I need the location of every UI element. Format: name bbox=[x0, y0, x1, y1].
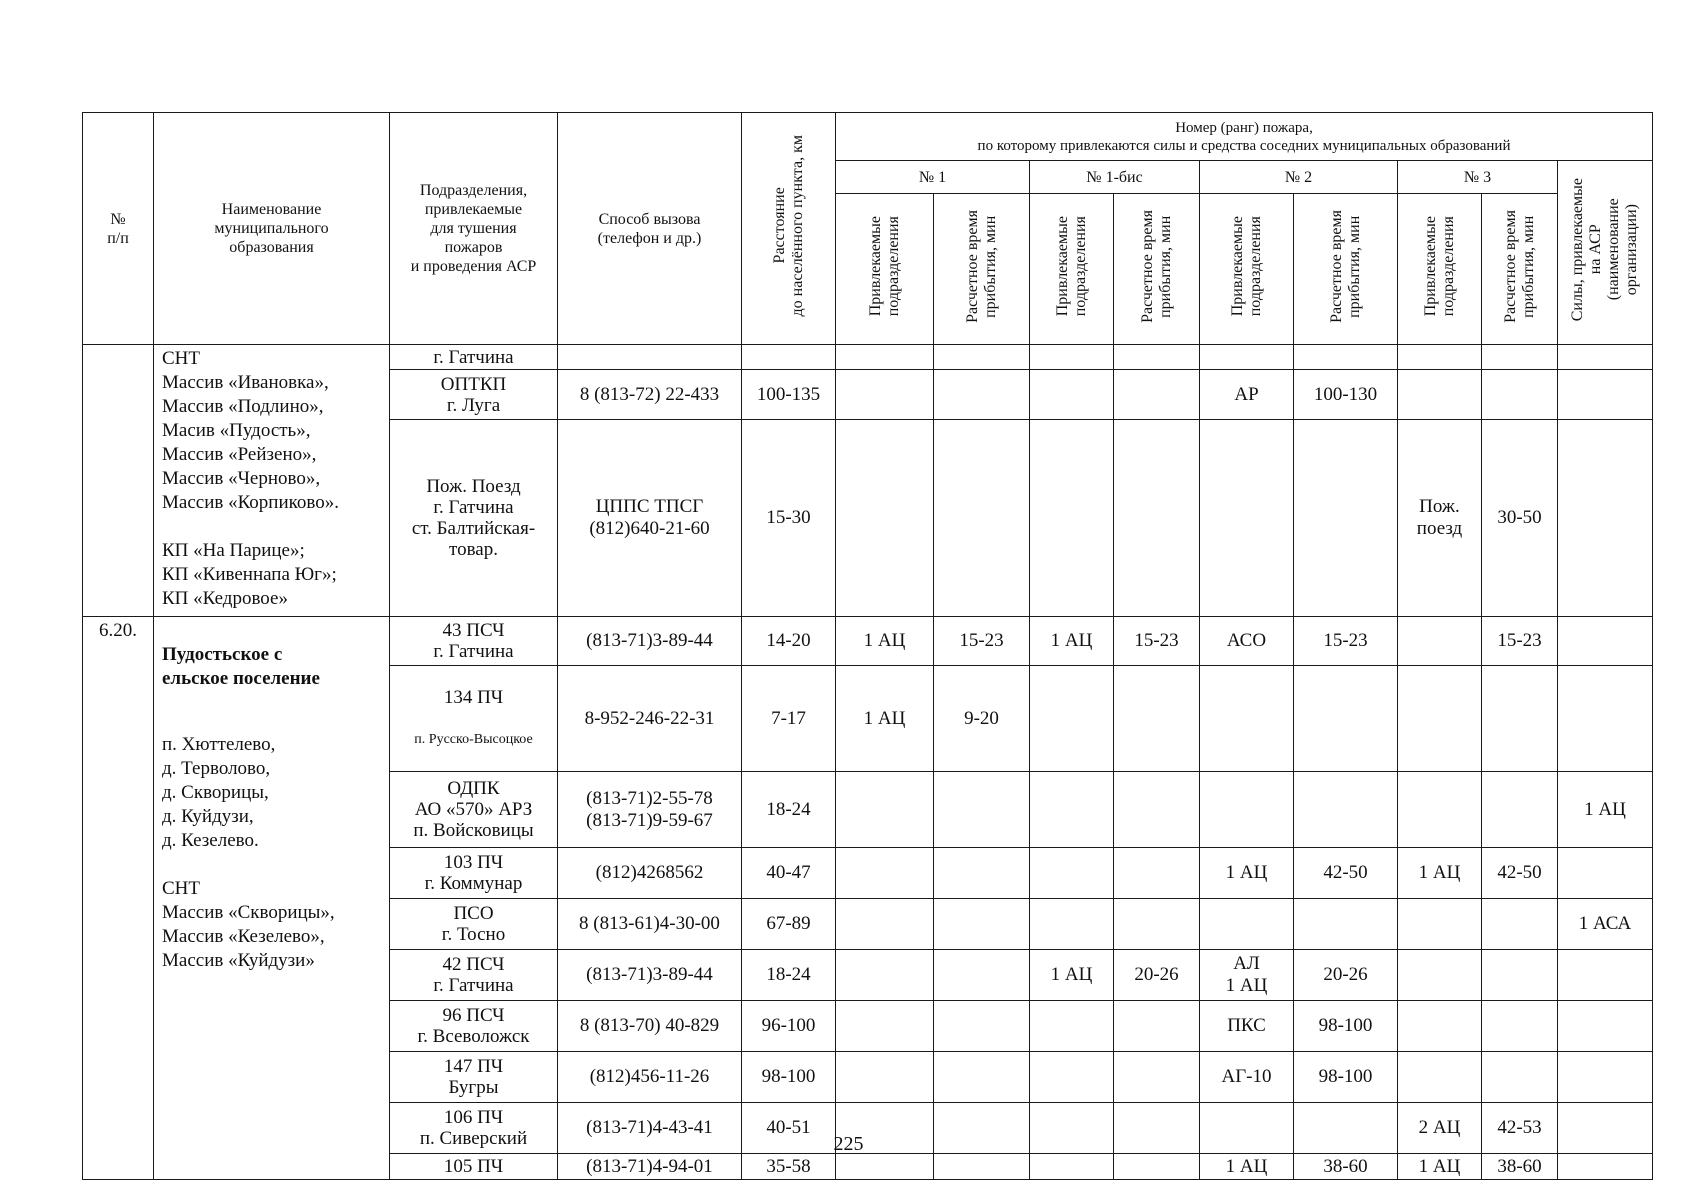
r1bis-time-cell bbox=[1114, 1001, 1200, 1052]
r3-time-cell bbox=[1482, 370, 1558, 420]
unit-cell: 105 ПЧ bbox=[390, 1154, 558, 1180]
r1bis-time-cell: 20-26 bbox=[1114, 950, 1200, 1001]
distance-cell: 67-89 bbox=[742, 899, 836, 950]
r1-unit-cell bbox=[836, 1001, 934, 1052]
r1bis-time-cell bbox=[1114, 420, 1200, 617]
section-6-20 bbox=[83, 617, 1653, 1180]
r3-unit-cell bbox=[1398, 1052, 1482, 1103]
r3-unit-cell: 2 АЦ bbox=[1398, 1103, 1482, 1154]
r1bis-time-cell: 15-23 bbox=[1114, 617, 1200, 666]
unit-cell: Пож. Поезд г. Гатчина ст. Балтийская- товар. bbox=[390, 420, 558, 617]
r3-time-cell bbox=[1482, 1052, 1558, 1103]
r1-time-cell bbox=[934, 420, 1030, 617]
r1bis-unit-cell bbox=[1030, 848, 1114, 899]
phone-cell: (813-71)3-89-44 bbox=[558, 617, 742, 666]
header-r1bis-time bbox=[1114, 194, 1200, 345]
asr-cell bbox=[1558, 617, 1653, 666]
r3-unit-cell bbox=[1398, 345, 1482, 370]
header-rank-3: № 3 bbox=[1398, 161, 1558, 194]
r1-unit-cell: 1 АЦ bbox=[836, 617, 934, 666]
r2-unit-cell: АР bbox=[1200, 370, 1294, 420]
header-r3-attracted-text: Привлекаемые подразделения bbox=[1421, 216, 1457, 317]
header-distance-text: Расстояние до населённого пункта, км bbox=[770, 135, 806, 317]
r1bis-unit-cell bbox=[1030, 772, 1114, 848]
r2-unit-cell bbox=[1200, 666, 1294, 772]
header-r1-attracted bbox=[836, 194, 934, 345]
distance-cell: 100-135 bbox=[742, 370, 836, 420]
asr-cell bbox=[1558, 1154, 1653, 1180]
r2-time-cell: 20-26 bbox=[1294, 950, 1398, 1001]
document-sheet bbox=[82, 112, 1653, 1180]
distance-cell: 40-47 bbox=[742, 848, 836, 899]
r1-unit-cell bbox=[836, 772, 934, 848]
header-r2-time bbox=[1294, 194, 1398, 345]
section-settlements: п. Хюттелево, д. Терволово, д. Скворицы, д. Куйдузи, д. Кезелево. СНТ Массив «Скворицы», Массив «Кезелево», Массив «Куйдузи» bbox=[162, 734, 335, 971]
r1-time-cell bbox=[934, 1154, 1030, 1180]
unit-cell: 42 ПСЧ г. Гатчина bbox=[390, 950, 558, 1001]
r3-time-cell: 38-60 bbox=[1482, 1154, 1558, 1180]
r3-time-cell: 42-53 bbox=[1482, 1103, 1558, 1154]
distance-cell: 96-100 bbox=[742, 1001, 836, 1052]
unit-cell: 96 ПСЧ г. Всеволожск bbox=[390, 1001, 558, 1052]
r1bis-unit-cell bbox=[1030, 666, 1114, 772]
r1-unit-cell bbox=[836, 370, 934, 420]
r3-time-cell bbox=[1482, 345, 1558, 370]
distance-cell: 98-100 bbox=[742, 1052, 836, 1103]
phone-cell: (813-71)2-55-78 (813-71)9-59-67 bbox=[558, 772, 742, 848]
unit-cell: 103 ПЧ г. Коммунар bbox=[390, 848, 558, 899]
top-block bbox=[83, 345, 1653, 617]
r2-unit-cell: ПКС bbox=[1200, 1001, 1294, 1052]
r2-unit-cell: АЛ 1 АЦ bbox=[1200, 950, 1294, 1001]
asr-cell bbox=[1558, 1052, 1653, 1103]
header-r3-time-text: Расчетное время прибытия, мин bbox=[1501, 210, 1537, 323]
section-name: Пудостьское с ельское поселение bbox=[162, 644, 320, 689]
r1bis-time-cell bbox=[1114, 345, 1200, 370]
r2-time-cell: 98-100 bbox=[1294, 1052, 1398, 1103]
r3-unit-cell bbox=[1398, 772, 1482, 848]
header-r1bis-attracted-text: Привлекаемые подразделения bbox=[1053, 216, 1089, 317]
r1-unit-cell bbox=[836, 899, 934, 950]
r2-time-cell bbox=[1294, 666, 1398, 772]
table-row bbox=[83, 345, 1653, 370]
r1-time-cell bbox=[934, 1052, 1030, 1103]
r2-time-cell: 38-60 bbox=[1294, 1154, 1398, 1180]
header-rank-1: № 1 bbox=[836, 161, 1030, 194]
unit-cell: г. Гатчина bbox=[390, 345, 558, 370]
r1bis-time-cell bbox=[1114, 1154, 1200, 1180]
header-r2-attracted-text: Привлекаемые подразделения bbox=[1228, 216, 1264, 317]
distance-cell: 14-20 bbox=[742, 617, 836, 666]
r1-time-cell bbox=[934, 772, 1030, 848]
r1bis-unit-cell bbox=[1030, 1001, 1114, 1052]
header-r1-time-text: Расчетное время прибытия, мин bbox=[963, 210, 999, 323]
r1bis-time-cell bbox=[1114, 1052, 1200, 1103]
phone-cell bbox=[558, 345, 742, 370]
r1-time-cell bbox=[934, 950, 1030, 1001]
r3-unit-cell bbox=[1398, 899, 1482, 950]
r1bis-unit-cell bbox=[1030, 1052, 1114, 1103]
header-r1-time bbox=[934, 194, 1030, 345]
distance-cell: 7-17 bbox=[742, 666, 836, 772]
phone-cell: (813-71)4-43-41 bbox=[558, 1103, 742, 1154]
phone-cell: (812)456-11-26 bbox=[558, 1052, 742, 1103]
r3-time-cell bbox=[1482, 899, 1558, 950]
r3-unit-cell: 1 АЦ bbox=[1398, 1154, 1482, 1180]
asr-cell bbox=[1558, 420, 1653, 617]
distance-cell: 40-51 bbox=[742, 1103, 836, 1154]
header-r3-time bbox=[1482, 194, 1558, 345]
r3-unit-cell: Пож. поезд bbox=[1398, 420, 1482, 617]
phone-cell: (813-71)4-94-01 bbox=[558, 1154, 742, 1180]
r1bis-unit-cell bbox=[1030, 420, 1114, 617]
phone-cell: 8-952-246-22-31 bbox=[558, 666, 742, 772]
asr-cell bbox=[1558, 666, 1653, 772]
header-r1bis-attracted bbox=[1030, 194, 1114, 345]
section-num: 6.20. bbox=[83, 617, 154, 1180]
r2-unit-cell: 1 АЦ bbox=[1200, 1154, 1294, 1180]
asr-cell bbox=[1558, 950, 1653, 1001]
distance-cell: 18-24 bbox=[742, 950, 836, 1001]
phone-cell: ЦППС ТПСГ (812)640-21-60 bbox=[558, 420, 742, 617]
r1bis-time-cell bbox=[1114, 848, 1200, 899]
r1-time-cell bbox=[934, 345, 1030, 370]
r3-time-cell: 42-50 bbox=[1482, 848, 1558, 899]
table-row bbox=[83, 617, 1653, 666]
phone-cell: (812)4268562 bbox=[558, 848, 742, 899]
r1-time-cell bbox=[934, 370, 1030, 420]
r2-time-cell: 15-23 bbox=[1294, 617, 1398, 666]
r3-time-cell bbox=[1482, 1001, 1558, 1052]
r1bis-time-cell bbox=[1114, 666, 1200, 772]
unit-cell: 147 ПЧ Бугры bbox=[390, 1052, 558, 1103]
r2-unit-cell bbox=[1200, 772, 1294, 848]
r2-time-cell: 100-130 bbox=[1294, 370, 1398, 420]
header-call: Способ вызова (телефон и др.) bbox=[558, 113, 742, 345]
asr-cell: 1 АСА bbox=[1558, 899, 1653, 950]
phone-cell: 8 (813-72) 22-433 bbox=[558, 370, 742, 420]
r3-time-cell bbox=[1482, 950, 1558, 1001]
unit-cell: 43 ПСЧ г. Гатчина bbox=[390, 617, 558, 666]
fire-forces-table bbox=[82, 112, 1653, 1180]
distance-cell: 15-30 bbox=[742, 420, 836, 617]
table-header bbox=[83, 113, 1653, 345]
page-number: 225 bbox=[833, 1133, 864, 1155]
r3-unit-cell bbox=[1398, 950, 1482, 1001]
r1bis-unit-cell bbox=[1030, 370, 1114, 420]
r1bis-unit-cell bbox=[1030, 345, 1114, 370]
asr-cell bbox=[1558, 1001, 1653, 1052]
top-block-num bbox=[83, 345, 154, 617]
r3-time-cell: 30-50 bbox=[1482, 420, 1558, 617]
r1bis-time-cell bbox=[1114, 370, 1200, 420]
header-r2-time-text: Расчетное время прибытия, мин bbox=[1327, 210, 1363, 323]
r2-time-cell bbox=[1294, 420, 1398, 617]
r1bis-unit-cell: 1 АЦ bbox=[1030, 617, 1114, 666]
r2-time-cell bbox=[1294, 345, 1398, 370]
unit-cell: ОДПК АО «570» АРЗ п. Войсковицы bbox=[390, 772, 558, 848]
section-municipality bbox=[154, 617, 390, 1180]
header-rank-2: № 2 bbox=[1200, 161, 1398, 194]
phone-cell: (813-71)3-89-44 bbox=[558, 950, 742, 1001]
r3-unit-cell bbox=[1398, 1001, 1482, 1052]
r1-unit-cell bbox=[836, 848, 934, 899]
r3-unit-cell bbox=[1398, 617, 1482, 666]
header-rank-title: Номер (ранг) пожара, по которому привлекаются силы и средства соседних муниципальных образований bbox=[836, 113, 1653, 161]
distance-cell: 18-24 bbox=[742, 772, 836, 848]
r1-unit-cell bbox=[836, 950, 934, 1001]
header-num: № п/п bbox=[83, 113, 154, 345]
top-block-municipality: СНТ Массив «Ивановка», Массив «Подлино», Масив «Пудость», Массив «Рейзено», Массив «Черново», Массив «Корпиково». КП «На Парице»; КП «Кивеннапа Юг»; КП «Кедровое» bbox=[154, 345, 390, 617]
unit-small: п. Русско-Высоцкое bbox=[414, 732, 533, 747]
r1bis-time-cell bbox=[1114, 899, 1200, 950]
r1-unit-cell: 1 АЦ bbox=[836, 666, 934, 772]
r1bis-unit-cell bbox=[1030, 1154, 1114, 1180]
header-r2-attracted bbox=[1200, 194, 1294, 345]
r1-time-cell bbox=[934, 899, 1030, 950]
header-r3-attracted bbox=[1398, 194, 1482, 345]
asr-cell bbox=[1558, 370, 1653, 420]
r2-unit-cell: АГ-10 bbox=[1200, 1052, 1294, 1103]
phone-cell: 8 (813-61)4-30-00 bbox=[558, 899, 742, 950]
header-r1-attracted-text: Привлекаемые подразделения bbox=[866, 216, 902, 317]
asr-cell: 1 АЦ bbox=[1558, 772, 1653, 848]
header-rank-1bis: № 1-бис bbox=[1030, 161, 1200, 194]
r1-unit-cell bbox=[836, 345, 934, 370]
r2-unit-cell bbox=[1200, 899, 1294, 950]
r3-unit-cell bbox=[1398, 666, 1482, 772]
r1bis-unit-cell: 1 АЦ bbox=[1030, 950, 1114, 1001]
r2-time-cell bbox=[1294, 772, 1398, 848]
r1-time-cell: 15-23 bbox=[934, 617, 1030, 666]
r1-time-cell bbox=[934, 1001, 1030, 1052]
header-municipality: Наименование муниципального образования bbox=[154, 113, 390, 345]
distance-cell bbox=[742, 345, 836, 370]
r3-unit-cell bbox=[1398, 370, 1482, 420]
r3-time-cell bbox=[1482, 772, 1558, 848]
header-asr bbox=[1558, 161, 1653, 345]
r2-unit-cell bbox=[1200, 420, 1294, 617]
r2-time-cell: 42-50 bbox=[1294, 848, 1398, 899]
r2-unit-cell: 1 АЦ bbox=[1200, 848, 1294, 899]
unit-cell: ОПТКП г. Луга bbox=[390, 370, 558, 420]
r3-time-cell bbox=[1482, 666, 1558, 772]
header-asr-text: Силы, привлекаемые на АСР (наименование организации) bbox=[1569, 178, 1641, 322]
unit-cell: 106 ПЧ п. Сиверский bbox=[390, 1103, 558, 1154]
header-r1bis-time-text: Расчетное время прибытия, мин bbox=[1138, 210, 1174, 323]
distance-cell: 35-58 bbox=[742, 1154, 836, 1180]
r2-unit-cell bbox=[1200, 345, 1294, 370]
r2-time-cell: 98-100 bbox=[1294, 1001, 1398, 1052]
r2-time-cell bbox=[1294, 899, 1398, 950]
r1-unit-cell bbox=[836, 420, 934, 617]
phone-cell: 8 (813-70) 40-829 bbox=[558, 1001, 742, 1052]
header-distance bbox=[742, 113, 836, 345]
r2-unit-cell: АСО bbox=[1200, 617, 1294, 666]
r1-unit-cell bbox=[836, 1154, 934, 1180]
r1-unit-cell bbox=[836, 1052, 934, 1103]
asr-cell bbox=[1558, 345, 1653, 370]
r1-time-cell: 9-20 bbox=[934, 666, 1030, 772]
unit-cell bbox=[390, 666, 558, 772]
r1-time-cell bbox=[934, 848, 1030, 899]
unit-main: 134 ПЧ bbox=[443, 687, 504, 708]
asr-cell bbox=[1558, 848, 1653, 899]
header-units: Подразделения, привлекаемые для тушения пожаров и проведения АСР bbox=[390, 113, 558, 345]
unit-cell: ПСО г. Тосно bbox=[390, 899, 558, 950]
r3-unit-cell: 1 АЦ bbox=[1398, 848, 1482, 899]
r1bis-time-cell bbox=[1114, 772, 1200, 848]
r1bis-unit-cell bbox=[1030, 899, 1114, 950]
r3-time-cell: 15-23 bbox=[1482, 617, 1558, 666]
